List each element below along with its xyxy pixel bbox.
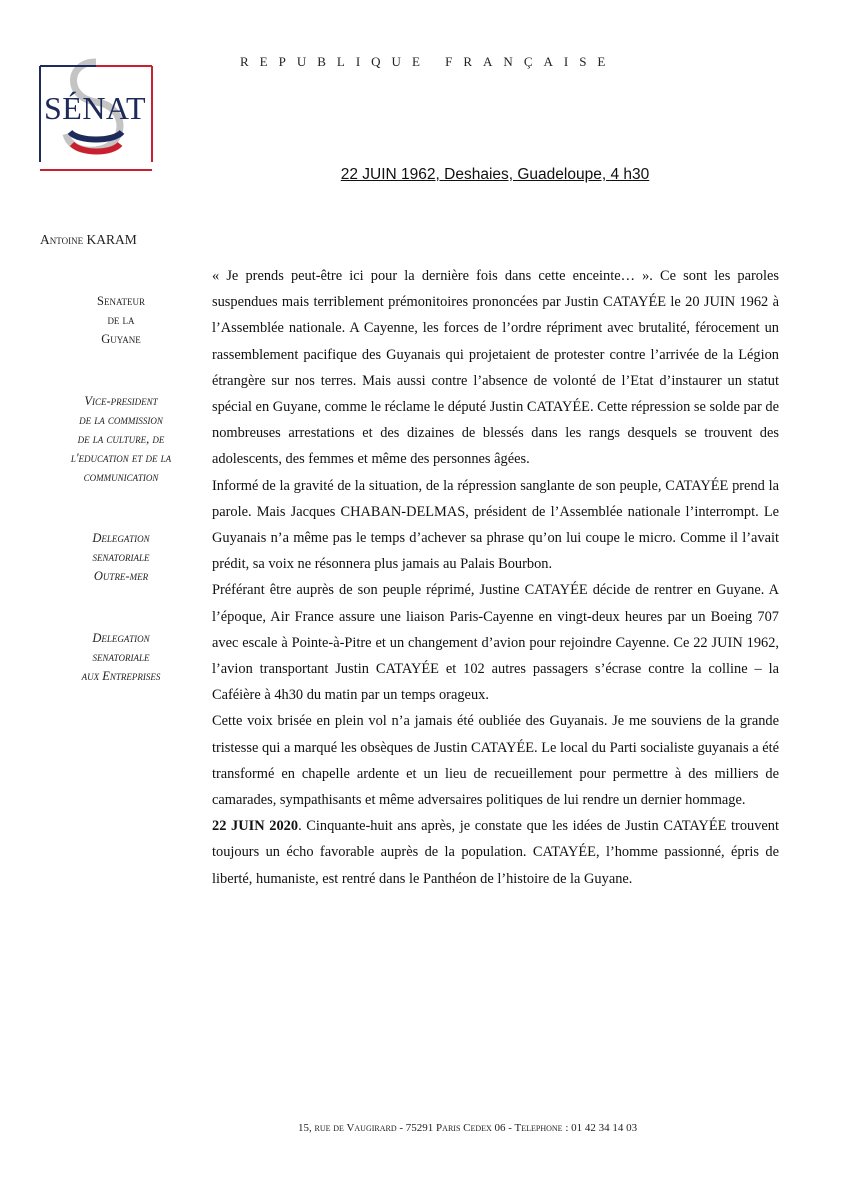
- sidebar-line: Guyane: [101, 332, 141, 346]
- letter-body: [212, 263, 779, 892]
- sidebar-line: Vice-president: [84, 394, 158, 408]
- sidebar-block-entreprises: [40, 629, 202, 686]
- paragraph-5: [212, 813, 779, 892]
- sidebar-line: de la commission: [79, 413, 163, 427]
- sidebar-line: senatoriale: [92, 550, 150, 564]
- paragraph-1: « Je prends peut-être ici pour la dernière fois dans cette enceinte… ». Ce sont les paroles suspendues mais terriblement prémonitoires prononcées par Justin CATAYÉE le 20 JUIN 1962 à l’Assemblée nationale. A Cayenne, les forces de l’ordre répriment avec brutalité, férocement un rassemblement pacifique des Guyanais qui projetaient de protester contre l’arrivée de la Légion étrangère sur nos terres. Mais aussi contre l’absence de volonté de l’Etat d’instaurer un statut spécial en Guyane, comme le réclame le député Justin CATAYÉE. Cette répression se solde par de nombreuses arrestations et des dizaines de blessés dans les rangs desquels se trouvent des adolescents, des femmes et même des personnes âgées.: [212, 268, 779, 468]
- logo-wordmark: SÉNAT: [43, 90, 147, 126]
- sidebar-line: de la culture, de: [77, 432, 165, 446]
- sidebar-line: de la: [107, 313, 135, 327]
- sidebar-titles: [40, 292, 202, 686]
- footer-address: 15, rue de Vaugirard - 75291 Paris Cedex 06 - Telephone : 01 42 34 14 03: [298, 1122, 638, 1134]
- senator-name: Antoine KARAM: [40, 232, 137, 247]
- sidebar-block-senateur: [40, 292, 202, 349]
- sidebar-line: l'education et de la: [70, 451, 172, 465]
- sidebar-block-commission: [40, 392, 202, 487]
- paragraph-3: Préférant être auprès de son peuple réprimé, Justine CATAYÉE décide de rentrer en Guyane. A l’époque, Air France assure une liaison Paris-Cayenne en vingt-deux heures par un Boeing 707 avec escale à Pointe-à-Pitre et un changement d’avion pour rejoindre Cayenne. Ce 22 JUIN 1962, l’avion transportant Justin CATAYÉE et 102 autres passagers s’écrase contre la colline – la Caféière à 4h30 du matin par un temps orageux.: [212, 582, 779, 704]
- sidebar-line: Delegation: [92, 631, 150, 645]
- sidebar-line: Delegation: [92, 531, 150, 545]
- paragraph-5-date: 22 JUIN 2020: [212, 818, 299, 835]
- sidebar-line: senatoriale: [92, 650, 150, 664]
- paragraph-5-text: . Cinquante-huit ans après, je constate que les idées de Justin CATAYÉE trouvent toujours un écho favorable auprès de la population. CATAYÉE, l’homme passionné, épris de liberté, humaniste, est rentré dans le Panthéon de l’histoire de la Guyane.: [212, 818, 780, 887]
- senat-logo: [36, 58, 156, 178]
- sidebar-line: Outre-mer: [93, 569, 149, 583]
- paragraph-2: Informé de la gravité de la situation, de la répression sanglante de son peuple, CATAYÉE prend la parole. Mais Jacques CHABAN-DELMAS, président de l’Assemblée nationale l’interrompt. Le Guyanais n’a même pas le temps d’achever sa phrase qu’on lui coupe le micro. Comme il l’avait prédit, sa voix ne résonnera plus jamais au Palais Bourbon.: [212, 477, 779, 573]
- republique-francaise-heading: REPUBLIQUE FRANÇAISE: [240, 54, 617, 69]
- sidebar-line: Senateur: [97, 294, 145, 308]
- document-title: 22 JUIN 1962, Deshaies, Guadeloupe, 4 h30: [340, 166, 650, 183]
- sidebar-block-outre-mer: [40, 529, 202, 586]
- sidebar-line: communication: [83, 470, 159, 484]
- sidebar-line: aux Entreprises: [81, 669, 161, 683]
- paragraph-4: Cette voix brisée en plein vol n’a jamais été oubliée des Guyanais. Je me souviens de la grande tristesse qui a marqué les obsèques de Justin CATAYÉE. Le local du Parti socialiste guyanais a été transformé en chapelle ardente et un lieu de recueillement pour permettre à des milliers de camarades, sympathisants et même adversaires politiques de lui rendre un dernier hommage.: [212, 713, 780, 809]
